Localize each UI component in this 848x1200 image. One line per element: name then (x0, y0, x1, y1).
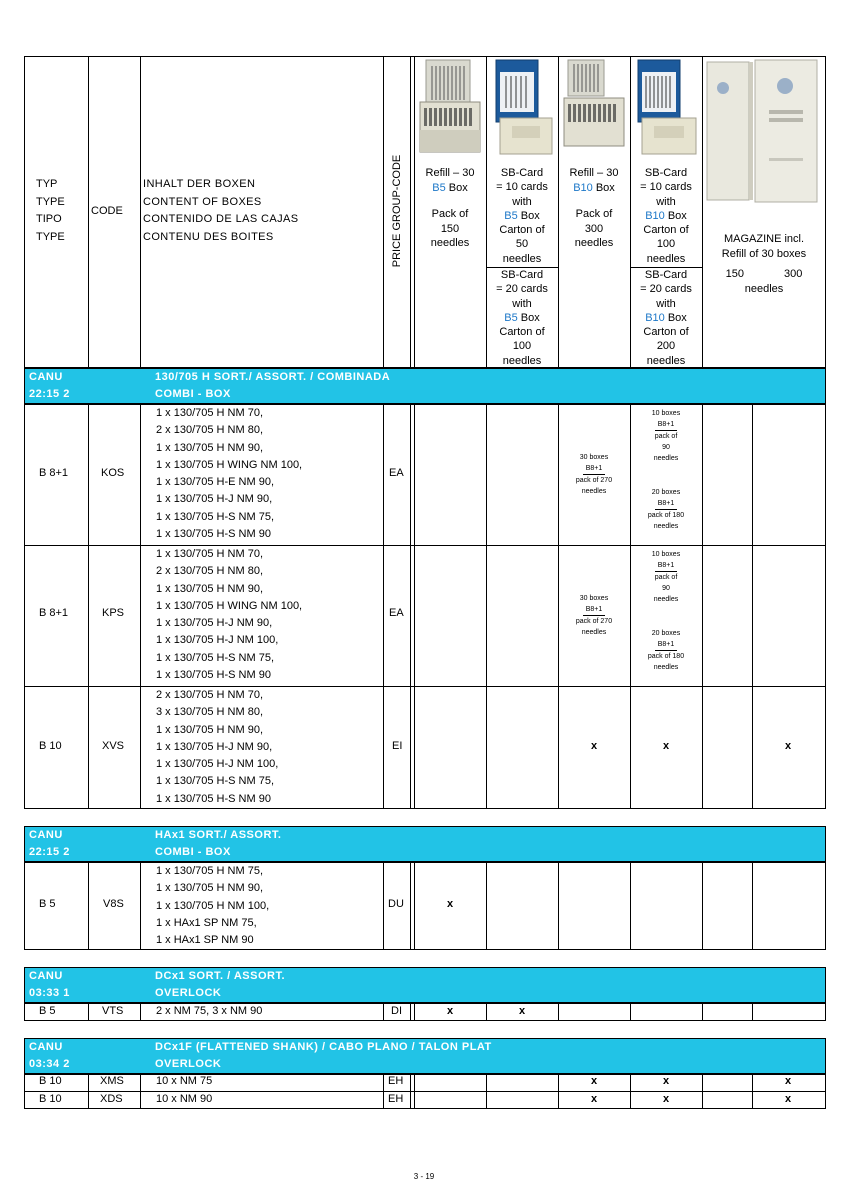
section-1-code: 22:15 2 (29, 388, 70, 400)
content-line: 1 x 130/705 H NM 90, (156, 441, 264, 454)
availability-mark: x (591, 1093, 598, 1105)
section-bar-1 (24, 368, 826, 404)
col3-qty: 300 (584, 222, 604, 235)
page-number: 3 - 19 (413, 1172, 435, 1181)
header-col1 (414, 166, 486, 251)
col4-box-size: B10 (645, 209, 665, 222)
row-content (156, 405, 302, 543)
content-line: 2 x 130/705 H NM 80, (156, 424, 264, 437)
row-typ: B 10 (39, 1075, 62, 1087)
row-code: V8S (103, 898, 124, 910)
content-line: 1 x 130/705 H-S NM 75, (156, 775, 275, 788)
row-price-group: DU (388, 898, 404, 910)
header-typ-de: TYP (36, 178, 58, 190)
col4b-cards: = 20 cards (640, 283, 692, 296)
header-typ-fr: TYPE (36, 230, 65, 243)
col1-box (414, 181, 486, 196)
col2b-with: with (512, 297, 532, 310)
col2-cards: = 10 cards (496, 181, 548, 194)
content-line: 1 x 130/705 H-J NM 90, (156, 617, 273, 630)
row-content: 10 x NM 90 (156, 1093, 213, 1105)
section-bar-4 (24, 1038, 826, 1074)
section-bar-3 (24, 967, 826, 1003)
col2-needles: needles (502, 252, 542, 265)
header-content-fr: CONTENU DES BOITES (143, 230, 274, 243)
header-code: CODE (91, 205, 123, 217)
header-col2-bottom (486, 268, 558, 368)
header-col4-top (630, 166, 702, 266)
row-c3-note: 30 boxes B8+1 pack of 270 needles (575, 595, 613, 636)
section-4-title: DCx1F (FLATTENED SHANK) / CABO PLANO / TALON PLAT (155, 1041, 492, 1053)
section-1-subtitle: COMBI - BOX (155, 388, 231, 400)
col4b-qty: 200 (656, 340, 676, 353)
content-line: 1 x 130/705 H-J NM 90, (156, 740, 273, 753)
col1-refill: Refill – 30 (425, 167, 475, 179)
col2-box-size: B5 (504, 209, 518, 222)
col5-needles: needles (744, 282, 784, 295)
section-2-code: 22:15 2 (29, 846, 70, 858)
row-code: VTS (102, 1005, 124, 1017)
row-content (156, 546, 302, 684)
col4-box-word: Box (664, 209, 687, 222)
section-3-subtitle: OVERLOCK (155, 987, 222, 999)
col3-box-word: Box (592, 181, 615, 194)
row-code: XDS (100, 1093, 123, 1105)
row-typ: B 10 (39, 740, 62, 752)
availability-mark: x (447, 1005, 454, 1017)
row-typ: B 10 (39, 1093, 62, 1105)
col2b-box (486, 311, 558, 325)
section-2-subtitle: COMBI - BOX (155, 846, 231, 858)
header-col5 (702, 232, 826, 296)
col5-qty-150: 150 (725, 268, 744, 280)
col3-box-size: B10 (573, 181, 593, 194)
col1-pack: Pack of (431, 208, 469, 220)
header-col4-bottom (630, 268, 702, 368)
content-line: 1 x 130/705 H-S NM 75, (156, 510, 275, 523)
header-typ-es: TIPO (36, 213, 62, 225)
row-c4-note-a: 10 boxes B8+1 pack of 90 needles (651, 410, 681, 462)
content-line: 1 x 130/705 H-J NM 90, (156, 493, 273, 506)
section-4-code: 03:34 2 (29, 1058, 70, 1070)
row-typ: B 8+1 (39, 607, 69, 619)
row-typ: B 5 (39, 898, 56, 910)
section-bar-2 (24, 826, 826, 862)
row-c4-note-a: 10 boxes B8+1 pack of 90 needles (651, 551, 681, 603)
content-line: 3 x 130/705 H NM 80, (156, 706, 264, 719)
availability-mark: x (591, 740, 598, 752)
header-content-es: CONTENIDO DE LAS CAJAS (143, 213, 299, 225)
col2b-carton: Carton of (499, 326, 545, 339)
content-line: 1 x 130/705 H NM 75, (156, 865, 264, 877)
row-price-group: EA (389, 607, 404, 619)
col2-box-word: Box (517, 209, 540, 222)
row-price-group: DI (391, 1005, 402, 1017)
col4b-box (630, 311, 702, 325)
header-content-de: INHALT DER BOXEN (143, 178, 256, 190)
col4b-box-word: Box (664, 311, 687, 324)
col3-refill: Refill – 30 (569, 167, 619, 179)
row-typ: B 5 (39, 1005, 56, 1017)
col4-box (630, 209, 702, 223)
content-line: 2 x 130/705 H NM 80, (156, 565, 264, 578)
col1-box-word: Box (445, 181, 468, 194)
content-line: 1 x 130/705 H NM 70, (156, 407, 264, 419)
header-col3 (558, 166, 630, 251)
header-typ-en: TYPE (36, 195, 65, 208)
col2b-box-size: B5 (504, 311, 518, 324)
sb-card-b5-image (490, 58, 554, 158)
row-price-group: EH (388, 1075, 404, 1087)
availability-mark: x (519, 1005, 526, 1017)
header-content (143, 176, 299, 246)
content-line: 1 x 130/705 H-S NM 90 (156, 669, 271, 682)
col5-refill: Refill of 30 boxes (721, 247, 807, 260)
col2b-box-word: Box (517, 311, 540, 324)
col4b-needles: needles (646, 354, 686, 367)
availability-mark: x (663, 740, 670, 752)
col4-needles: needles (646, 252, 686, 265)
row-c4-note-b: 20 boxes B8+1 pack of 180 needles (647, 630, 685, 671)
col3-pack: Pack of (575, 208, 613, 220)
col2b-sbcard: SB-Card (500, 269, 544, 281)
row-code: XVS (102, 740, 125, 752)
col2-sbcard: SB-Card (500, 167, 544, 179)
content-line: 1 x 130/705 H-S NM 75, (156, 651, 275, 664)
content-line: 1 x 130/705 H-J NM 100, (156, 758, 279, 771)
col1-box-size: B5 (432, 181, 446, 194)
availability-mark: x (663, 1093, 670, 1105)
content-line: 1 x HAx1 SP NM 90 (156, 934, 254, 947)
col5-qty (702, 267, 826, 282)
row-content: 10 x NM 75 (156, 1075, 213, 1087)
col4b-sbcard: SB-Card (644, 269, 688, 281)
availability-mark: x (591, 1075, 598, 1087)
content-line: 2 x 130/705 H NM 70, (156, 689, 264, 701)
section-3-code: 03:33 1 (29, 987, 70, 999)
header-price-group: PRICE GROUP-CODE (391, 154, 403, 268)
header-col2-top (486, 166, 558, 266)
col2-with: with (512, 195, 532, 208)
col2b-needles: needles (502, 354, 542, 367)
col4-carton: Carton of (643, 224, 689, 237)
magazine-image (705, 58, 823, 204)
content-line: 1 x 130/705 H WING NM 100, (156, 599, 303, 612)
content-line: 1 x 130/705 H NM 90, (156, 582, 264, 595)
availability-mark: x (663, 1075, 670, 1087)
content-line: 1 x HAx1 SP NM 75, (156, 916, 257, 929)
section-3-system: CANU (29, 970, 63, 982)
col2-box (486, 209, 558, 223)
content-line: 1 x 130/705 H-E NM 90, (156, 476, 275, 489)
content-line: 1 x 130/705 H-S NM 90 (156, 792, 271, 805)
row-price-group: EH (388, 1093, 404, 1105)
col4-qty: 100 (656, 238, 676, 251)
content-line: 1 x 130/705 H NM 100, (156, 899, 270, 912)
col2-carton: Carton of (499, 224, 545, 237)
header-content-en: CONTENT OF BOXES (143, 195, 262, 208)
content-line: 1 x 130/705 H NM 90, (156, 882, 264, 895)
content-line: 1 x 130/705 H WING NM 100, (156, 458, 303, 471)
content-line: 1 x 130/705 H NM 70, (156, 548, 264, 560)
row-c4-note-b: 20 boxes B8+1 pack of 180 needles (647, 489, 685, 530)
col5-magazine: MAGAZINE incl. (723, 233, 805, 245)
row-price-group: EA (389, 467, 404, 479)
col4-sbcard: SB-Card (644, 167, 688, 179)
availability-mark: x (785, 1093, 792, 1105)
col2-qty: 50 (515, 238, 529, 251)
row-typ: B 8+1 (39, 467, 69, 479)
sb-card-b10-image (634, 58, 698, 158)
refill-b5-image (418, 58, 482, 158)
col3-needles: needles (574, 237, 614, 249)
section-3-title: DCx1 SORT. / ASSORT. (155, 970, 286, 982)
row-content: 2 x NM 75, 3 x NM 90 (156, 1005, 263, 1017)
section-2-system: CANU (29, 829, 63, 841)
col4b-carton: Carton of (643, 326, 689, 339)
col3-box (558, 181, 630, 196)
row-code: XMS (100, 1075, 124, 1087)
content-line: 1 x 130/705 H-S NM 90 (156, 528, 271, 541)
row-content (156, 863, 269, 949)
content-line: 1 x 130/705 H-J NM 100, (156, 634, 279, 647)
col5-qty-300: 300 (784, 268, 803, 280)
col2b-cards: = 20 cards (496, 283, 548, 296)
section-4-subtitle: OVERLOCK (155, 1058, 222, 1070)
section-1-title: 130/705 H SORT./ ASSORT. / COMBINADA (155, 371, 391, 383)
col1-qty: 150 (440, 222, 460, 235)
row-content (156, 687, 278, 808)
section-1-system: CANU (29, 371, 63, 383)
row-c3-note: 30 boxes B8+1 pack of 270 needles (575, 454, 613, 495)
content-line: 1 x 130/705 H NM 90, (156, 723, 264, 736)
row-code: KPS (102, 607, 125, 619)
col4b-box-size: B10 (645, 311, 665, 324)
availability-mark: x (785, 1075, 792, 1087)
section-2-title: HAx1 SORT./ ASSORT. (155, 829, 282, 841)
col2b-qty: 100 (512, 340, 532, 353)
col4b-with: with (656, 297, 676, 310)
col4-with: with (656, 195, 676, 208)
row-code: KOS (101, 467, 125, 479)
col4-cards: = 10 cards (640, 181, 692, 194)
section-4-system: CANU (29, 1041, 63, 1053)
header-typ (36, 176, 65, 246)
row-price-group: EI (392, 740, 403, 752)
col1-needles: needles (430, 237, 470, 249)
availability-mark: x (785, 740, 792, 752)
refill-b10-image (562, 58, 626, 158)
availability-mark: x (447, 898, 454, 910)
